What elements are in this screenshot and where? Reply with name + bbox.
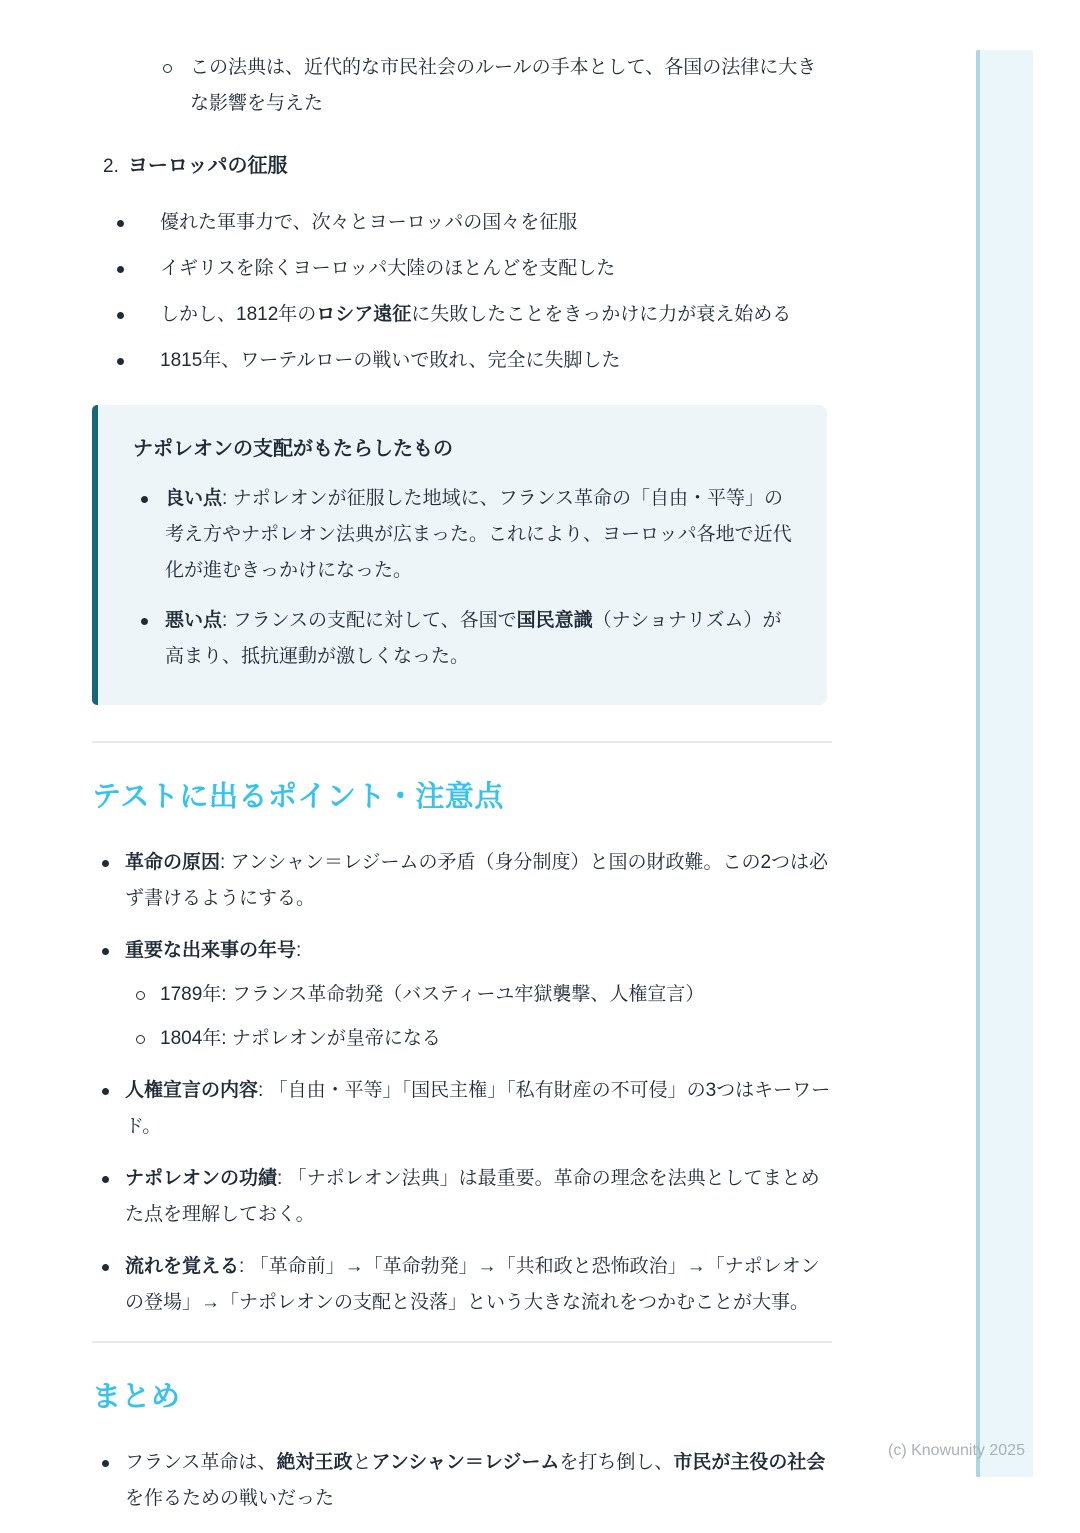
numbered-item-europe-conquest (92, 148, 832, 185)
bullet-lead: ナポレオンの功績 (125, 1168, 278, 1189)
bullet-text: に失敗したことをきっかけに力が衰え始める (411, 304, 792, 325)
callout-list (133, 481, 795, 675)
document-page (92, 50, 832, 1533)
bullet-bold-text: 市民が主役の社会 (673, 1452, 826, 1473)
list-item (125, 1021, 832, 1057)
item-title: ヨーロッパの征服 (127, 155, 288, 177)
bullet-text: : (296, 940, 302, 961)
copyright-text: (c) Knowunity 2025 (888, 1442, 1025, 1459)
list-item (92, 933, 832, 1057)
section-heading-summary: まとめ (92, 1381, 181, 1413)
bullet-text: : フランスの支配に対して、各国で (222, 610, 517, 631)
list-item (133, 481, 795, 589)
bullet-text: 優れた軍事力で、次々とヨーロッパの国々を征服 (160, 212, 578, 233)
code-influence-sublist (92, 50, 832, 122)
bullet-bold-text: 国民意識 (516, 610, 593, 631)
list-item (133, 603, 795, 675)
bullet-lead: 流れを覚える (125, 1256, 240, 1277)
bullet-lead: 人権宣言の内容 (125, 1080, 259, 1101)
bullet-lead: 良い点 (165, 488, 223, 509)
list-item (92, 845, 832, 917)
bullet-text: （ナショナリズム）が高まり、抵抗運動が激しくなった。 (165, 610, 782, 667)
summary-list (92, 1445, 832, 1517)
bullet-text: : ナポレオンが征服した地域に、フランス革命の「自由・平等」の考え方やナポレオン法典が広まった。これにより、ヨーロッパ各地で近代化が進むきっかけになった。 (165, 488, 792, 581)
bullet-text: 1789年: フランス革命勃発（バスティーユ牢獄襲撃、人権宣言） (160, 984, 705, 1005)
subbullet-text: この法典は、近代的な市民社会のルールの手本として、各国の法律に大きな影響を与えた (190, 57, 817, 114)
bullet-text: : 「ナポレオン法典」は最重要。革命の理念を法典としてまとめた点を理解しておく。 (125, 1168, 820, 1225)
bullet-lead: 重要な出来事の年号 (125, 940, 297, 961)
list-item (92, 205, 832, 241)
bullet-text: を打ち倒し、 (559, 1452, 674, 1473)
bullet-text: しかし、1812年の (160, 304, 317, 325)
list-item (92, 251, 832, 287)
napoleon-impact-callout (92, 405, 827, 705)
bullet-lead: 悪い点 (165, 610, 223, 631)
bullet-text: を作るための戦いだった (125, 1488, 335, 1509)
bullet-bold-text: 絶対王政 (276, 1452, 353, 1473)
list-item (92, 1445, 832, 1517)
bullet-bold-text: アンシャン＝レジーム (371, 1452, 560, 1473)
page-edge-strip (976, 50, 1033, 1477)
bullet-text: : アンシャン＝レジームの矛盾（身分制度）と国の財政難。この2つは必ず書けるようにする。 (125, 852, 829, 909)
year-sub-list (125, 977, 832, 1057)
list-item (92, 50, 832, 122)
item-number: 2. (103, 156, 119, 177)
list-item (92, 1073, 832, 1145)
bullet-text: : 「革命前」→「革命勃発」→「共和政と恐怖政治」→「ナポレオンの登場」→「ナポレオンの支配と没落」という大きな流れをつかむことが大事。 (125, 1256, 820, 1313)
bullet-lead: 革命の原因 (125, 852, 221, 873)
bullet-text: と (352, 1452, 372, 1473)
callout-title: ナポレオンの支配がもたらしたもの (133, 438, 453, 460)
list-item (92, 297, 832, 333)
list-item (92, 1161, 832, 1233)
test-points-list (92, 845, 832, 1321)
conquest-bullet-list (92, 205, 832, 379)
bullet-text: 1815年、ワーテルローの戦いで敗れ、完全に失脚した (160, 350, 621, 371)
divider (92, 1341, 832, 1343)
section-heading-test-points: テストに出るポイント・注意点 (92, 781, 504, 813)
divider (92, 741, 832, 743)
bullet-text: フランス革命は、 (125, 1452, 277, 1473)
bullet-text: イギリスを除くヨーロッパ大陸のほとんどを支配した (160, 258, 616, 279)
list-item (92, 343, 832, 379)
list-item (92, 1249, 832, 1321)
bullet-text: 1804年: ナポレオンが皇帝になる (160, 1028, 441, 1049)
bullet-text: : 「自由・平等」「国民主権」「私有財産の不可侵」の3つはキーワード。 (125, 1080, 831, 1137)
bullet-bold-text: ロシア遠征 (316, 304, 412, 325)
list-item (125, 977, 832, 1013)
